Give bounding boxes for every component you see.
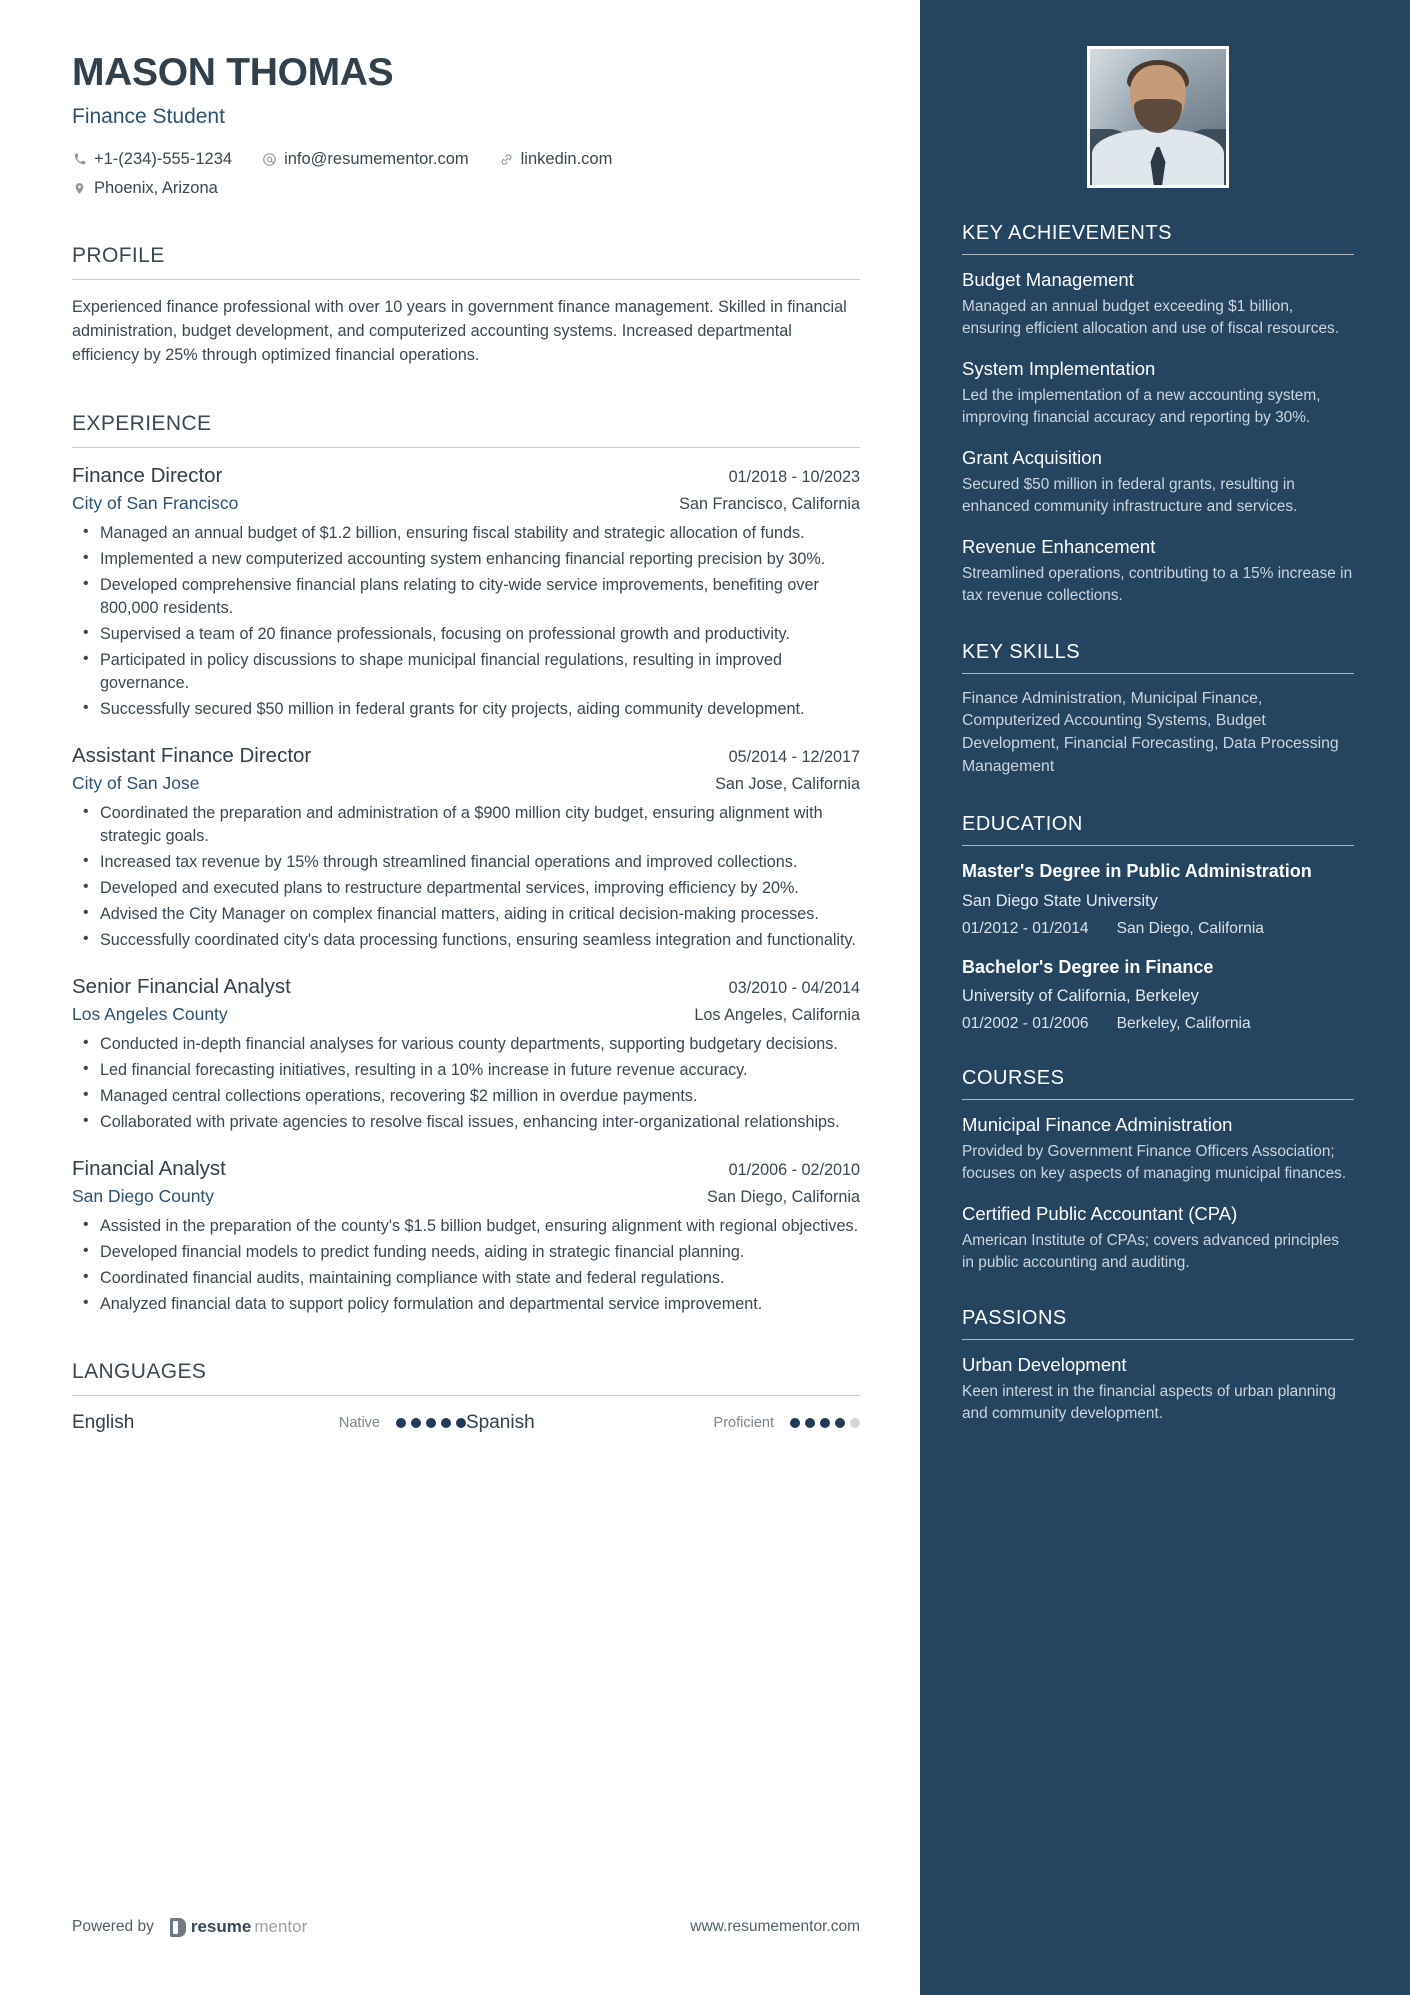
experience-bullets: [72, 1215, 860, 1316]
achievement-title: Grant Acquisition: [962, 447, 1102, 469]
experience-bullet: • Supervised a team of 20 finance professionals, focusing on professional growth and productivity.: [72, 623, 860, 646]
section-divider: [72, 1395, 860, 1396]
job-title: Finance Student: [72, 104, 225, 128]
experience-role: Finance Director: [72, 463, 223, 487]
rating-dot-filled: [835, 1418, 845, 1428]
education-school: San Diego State University: [962, 891, 1158, 910]
education-meta: [962, 1015, 1354, 1033]
section-passions: [962, 1307, 1354, 1424]
logo-mark-icon: [170, 1918, 186, 1937]
experience-dates: 01/2018 - 10/2023: [728, 467, 860, 486]
rating-dot-filled: [820, 1418, 830, 1428]
section-languages-heading: LANGUAGES: [72, 1359, 207, 1383]
header-block: [72, 52, 860, 200]
contact-email-text: info@resumementor.com: [284, 149, 469, 168]
education-meta: [962, 920, 1354, 938]
achievement-title: System Implementation: [962, 358, 1156, 380]
experience-bullet: • Collaborated with private agencies to resolve fiscal issues, enhancing inter-organizational relationships.: [72, 1111, 860, 1134]
sidebar: [920, 0, 1410, 1995]
experience-bullet: • Successfully coordinated city's data processing functions, ensuring seamless integration and functionality.: [72, 929, 860, 952]
contact-line-1: [72, 147, 860, 172]
experience-bullets: [72, 802, 860, 952]
course-title: Certified Public Accountant (CPA): [962, 1203, 1238, 1225]
section-experience-heading: EXPERIENCE: [72, 411, 212, 435]
experience-list: [72, 464, 860, 1316]
contact-location-text: Phoenix, Arizona: [94, 178, 218, 197]
experience-location: Los Angeles, California: [694, 1005, 860, 1024]
section-key-skills-heading: KEY SKILLS: [962, 640, 1081, 663]
achievement-item: [962, 536, 1354, 606]
experience-title-row: [72, 975, 860, 999]
section-divider: [962, 1099, 1354, 1100]
rating-dot-filled: [411, 1418, 421, 1428]
experience-role: Financial Analyst: [72, 1156, 226, 1180]
experience-dates: 01/2006 - 02/2010: [728, 1160, 860, 1179]
experience-title-row: [72, 1157, 860, 1181]
course-description: Provided by Government Finance Officers Association; focuses on key aspects of managing municipal finances.: [962, 1143, 1347, 1182]
link-icon: [499, 152, 514, 167]
key-skills-text: Finance Administration, Municipal Finance, Computerized Accounting Systems, Budget Development, Financial Forecasting, Data Processing Management: [962, 689, 1339, 776]
profile-text: Experienced finance professional with over 10 years in government finance management. Skilled in financial administration, budget development, and computerized accounting systems. Increased departmental efficiency by 25% through optimized financial operations.: [72, 298, 847, 365]
logo-text-light: mentor: [254, 1917, 308, 1936]
education-dates: 01/2012 - 01/2014: [962, 919, 1089, 937]
section-key-skills: [962, 641, 1354, 780]
contact-phone[interactable]: [72, 147, 232, 172]
section-divider: [962, 254, 1354, 255]
education-dates: 01/2002 - 01/2006: [962, 1015, 1089, 1033]
experience-bullet: • Developed comprehensive financial plans relating to city-wide service improvements, benefiting over 800,000 residents.: [72, 574, 860, 620]
achievement-title: Budget Management: [962, 269, 1134, 290]
page-title: MASON THOMAS: [72, 51, 394, 94]
section-passions-heading: PASSIONS: [962, 1307, 1067, 1330]
education-item: [962, 860, 1354, 938]
experience-bullets: [72, 522, 860, 721]
experience-location: San Diego, California: [707, 1187, 860, 1206]
section-languages: [72, 1360, 860, 1434]
course-item: [962, 1114, 1354, 1184]
passion-title: Urban Development: [962, 1354, 1127, 1376]
experience-item: [72, 1157, 860, 1316]
education-school: University of California, Berkeley: [962, 987, 1199, 1006]
experience-bullet: • Implemented a new computerized accounting system enhancing financial reporting precision by 30%.: [72, 548, 860, 571]
experience-dates: 05/2014 - 12/2017: [728, 747, 860, 766]
experience-bullet: • Developed financial models to predict funding needs, aiding in strategic financial planning.: [72, 1241, 860, 1264]
language-name: English: [72, 1411, 135, 1433]
experience-company: Los Angeles County: [72, 1003, 228, 1024]
section-education: [962, 813, 1354, 1033]
experience-location: San Jose, California: [715, 774, 860, 793]
powered-by-block: [72, 1917, 307, 1937]
rating-dot-filled: [456, 1418, 466, 1428]
experience-bullet: • Coordinated financial audits, maintaining compliance with state and federal regulations.: [72, 1267, 860, 1290]
rating-dot-filled: [805, 1418, 815, 1428]
course-description: American Institute of CPAs; covers advanced principles in public accounting and auditing.: [962, 1232, 1339, 1271]
contact-email[interactable]: [262, 147, 469, 172]
language-item: [72, 1412, 466, 1434]
section-divider: [962, 845, 1354, 846]
achievement-item: [962, 447, 1354, 517]
achievement-description: Managed an annual budget exceeding $1 billion, ensuring efficient allocation and use of fiscal resources.: [962, 298, 1340, 337]
experience-bullet: • Led financial forecasting initiatives, resulting in a 10% increase in future revenue accuracy.: [72, 1059, 860, 1082]
rating-dot-filled: [426, 1418, 436, 1428]
experience-location: San Francisco, California: [679, 494, 860, 513]
languages-list: [72, 1412, 860, 1434]
experience-role: Senior Financial Analyst: [72, 974, 291, 998]
achievement-item: [962, 269, 1354, 339]
contact-location: [72, 176, 218, 201]
experience-bullet: • Managed an annual budget of $1.2 billion, ensuring fiscal stability and strategic allocation of funds.: [72, 522, 860, 545]
experience-title-row: [72, 744, 860, 768]
education-item: [962, 956, 1354, 1034]
experience-company-row: [72, 1186, 860, 1207]
experience-bullet: • Successfully secured $50 million in federal grants for city projects, aiding community development.: [72, 698, 860, 721]
language-level: Proficient: [713, 1414, 774, 1431]
section-courses: [962, 1067, 1354, 1273]
experience-bullets: [72, 1033, 860, 1134]
experience-item: [72, 975, 860, 1134]
language-rating-dots: [396, 1418, 466, 1428]
experience-company-row: [72, 1004, 860, 1025]
education-location: San Diego, California: [1116, 919, 1264, 937]
course-item: [962, 1203, 1354, 1273]
language-name: Spanish: [466, 1411, 535, 1433]
resumementor-logo: [170, 1917, 307, 1937]
language-item: [466, 1412, 860, 1434]
section-key-achievements: [962, 222, 1354, 607]
experience-bullet: • Developed and executed plans to restructure departmental services, improving efficiency by 20%.: [72, 877, 860, 900]
avatar-wrap: [962, 46, 1354, 188]
experience-item: [72, 744, 860, 952]
section-divider: [72, 279, 860, 280]
language-rating-dots: [790, 1418, 860, 1428]
section-education-heading: EDUCATION: [962, 813, 1083, 836]
section-profile-heading: PROFILE: [72, 244, 165, 268]
achievement-title: Revenue Enhancement: [962, 536, 1156, 558]
passion-description: Keen interest in the financial aspects of urban planning and community development.: [962, 1383, 1336, 1422]
passions-list: [962, 1354, 1354, 1424]
experience-company-row: [72, 773, 860, 794]
experience-bullet: • Participated in policy discussions to shape municipal financial regulations, resulting in improved governance.: [72, 649, 860, 695]
experience-company: San Diego County: [72, 1185, 215, 1206]
achievement-description: Led the implementation of a new accounting system, improving financial accuracy and reporting by 30%.: [962, 387, 1321, 426]
experience-bullet: • Coordinated the preparation and administration of a $900 million city budget, ensuring alignment with strategic goals.: [72, 802, 860, 848]
experience-bullet: • Conducted in-depth financial analyses for various county departments, supporting budgetary decisions.: [72, 1033, 860, 1056]
footer: [72, 1917, 860, 1937]
experience-bullet: • Increased tax revenue by 15% through streamlined financial operations and improved collections.: [72, 851, 860, 874]
experience-company: City of San Jose: [72, 772, 200, 793]
powered-by-label: Powered by: [72, 1918, 154, 1935]
section-profile: [72, 244, 860, 367]
experience-bullet: • Assisted in the preparation of the county's $1.5 billion budget, ensuring alignment with regional objectives.: [72, 1215, 860, 1238]
achievement-description: Secured $50 million in federal grants, resulting in enhanced community infrastructure and services.: [962, 476, 1298, 515]
course-title: Municipal Finance Administration: [962, 1114, 1233, 1136]
contact-linkedin[interactable]: [499, 147, 613, 172]
logo-text-bold: resume: [190, 1917, 252, 1936]
rating-dot-filled: [790, 1418, 800, 1428]
section-experience: [72, 412, 860, 1316]
experience-company: City of San Francisco: [72, 492, 239, 513]
courses-list: [962, 1114, 1354, 1273]
avatar: [1087, 46, 1229, 188]
location-pin-icon: [72, 181, 87, 196]
phone-icon: [72, 152, 87, 167]
achievement-item: [962, 358, 1354, 428]
section-divider: [72, 447, 860, 448]
education-degree: Master's Degree in Public Administration: [962, 861, 1312, 882]
experience-dates: 03/2010 - 04/2014: [728, 978, 860, 997]
section-courses-heading: COURSES: [962, 1067, 1065, 1090]
contact-info: [72, 147, 860, 201]
site-url[interactable]: www.resumementor.com: [690, 1918, 860, 1935]
key-achievements-list: [962, 269, 1354, 607]
education-degree: Bachelor's Degree in Finance: [962, 956, 1214, 977]
rating-dot-filled: [441, 1418, 451, 1428]
section-divider: [962, 1339, 1354, 1340]
experience-bullet: • Managed central collections operations, recovering $2 million in overdue payments.: [72, 1085, 860, 1108]
section-divider: [962, 673, 1354, 674]
experience-item: [72, 464, 860, 721]
education-location: Berkeley, California: [1116, 1015, 1251, 1033]
rating-dot-filled: [396, 1418, 406, 1428]
section-key-achievements-heading: KEY ACHIEVEMENTS: [962, 222, 1172, 244]
experience-title-row: [72, 464, 860, 488]
language-level: Native: [338, 1414, 380, 1431]
contact-line-2: [72, 176, 860, 201]
contact-phone-text: +1-(234)-555-1234: [94, 149, 233, 168]
experience-bullet: • Advised the City Manager on complex financial matters, aiding in critical decision-making processes.: [72, 903, 860, 926]
education-list: [962, 860, 1354, 1033]
experience-bullet: • Analyzed financial data to support policy formulation and departmental service improvement.: [72, 1293, 860, 1316]
achievement-description: Streamlined operations, contributing to a 15% increase in tax revenue collections.: [962, 565, 1353, 604]
rating-dot-empty: [850, 1418, 860, 1428]
passion-item: [962, 1354, 1354, 1424]
contact-linkedin-text: linkedin.com: [520, 149, 613, 168]
experience-role: Assistant Finance Director: [72, 743, 312, 767]
experience-company-row: [72, 493, 860, 514]
at-icon: [262, 152, 277, 167]
